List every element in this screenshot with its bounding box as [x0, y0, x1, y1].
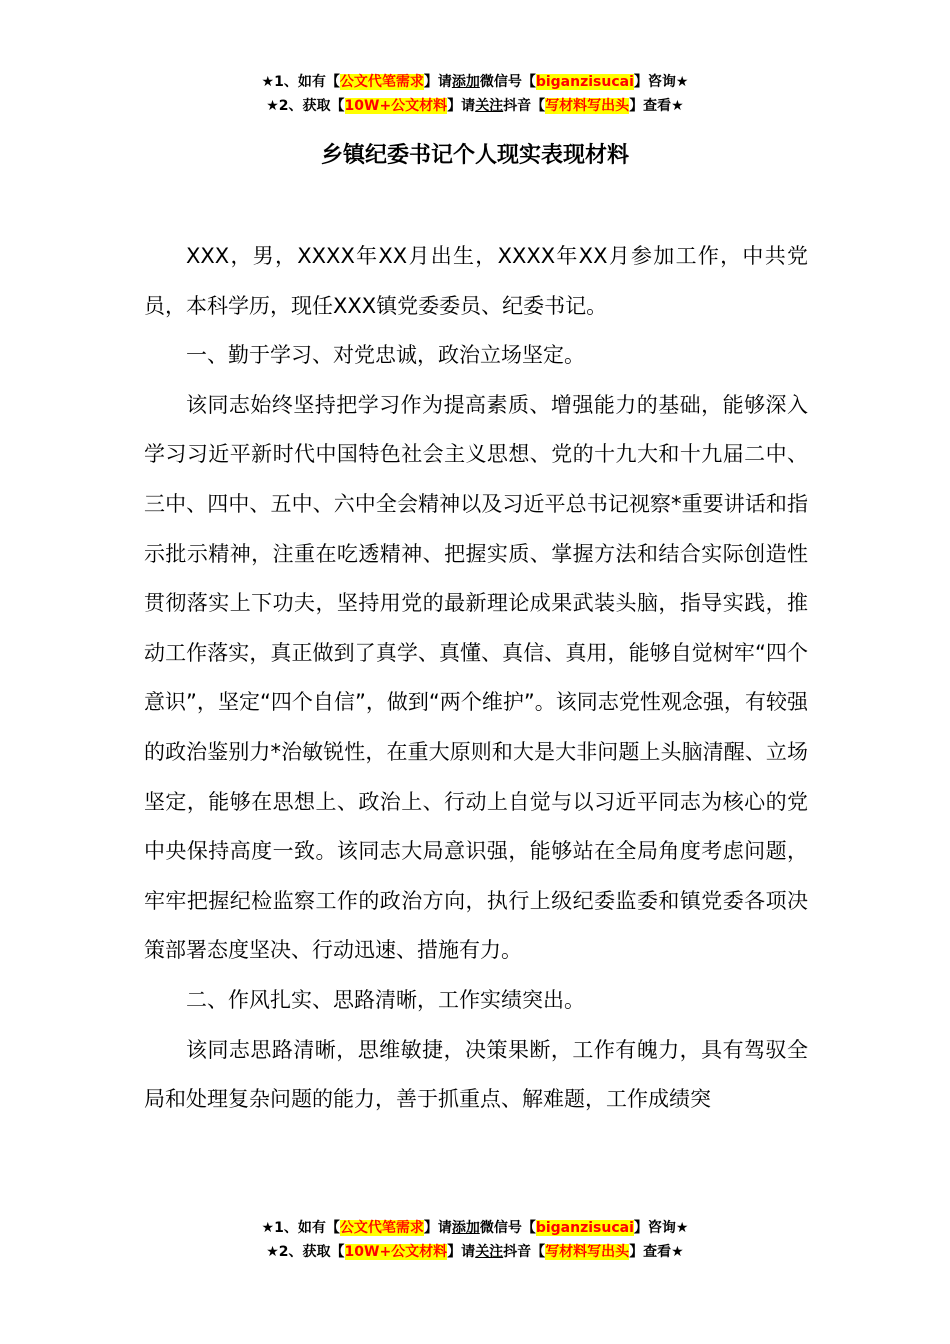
banner-text: 】请 — [447, 98, 476, 114]
banner-highlight: 10W+公文材料 — [344, 98, 448, 114]
banner-highlight: 公文代笔需求 — [339, 74, 424, 90]
banner-text: ★2、获取【 — [266, 98, 345, 114]
banner-text: ★1、如有【 — [261, 1220, 340, 1236]
banner-text: 微信号【 — [479, 1220, 536, 1236]
paragraph-intro: XXX，男，XXXX年XX月出生，XXXX年XX月参加工作，中共党员，本科学历，现任XXX镇党委委员、纪委书记。 — [144, 244, 808, 318]
banner-text: 】请 — [423, 1220, 452, 1236]
banner-highlight: biganzisucai — [535, 74, 634, 90]
banner-highlight: biganzisucai — [535, 1220, 634, 1236]
banner-text: 】咨询★ — [633, 1220, 689, 1236]
banner-line-2 — [0, 1240, 950, 1264]
banner-text: 抖音【 — [503, 98, 546, 114]
banner-text: 】查看★ — [629, 98, 684, 114]
banner-line-2 — [0, 94, 950, 118]
section-heading-2: 二、作风扎实、思路清晰，工作实绩突出。 — [186, 987, 585, 1012]
banner-underline: 添加 — [451, 1220, 480, 1236]
banner-text: 】请 — [447, 1244, 476, 1260]
banner-underline: 关注 — [475, 1244, 504, 1260]
paragraph-section-1: 该同志始终坚持把学习作为提高素质、增强能力的基础，能够深入学习习近平新时代中国特色社会主义思想、党的十九大和十九届二中、三中、四中、五中、六中全会精神以及习近平总书记视察*重要讲话和指示批示精神，注重在吃透精神、把握实质、掌握方法和结合实际创造性贯彻落实上下功夫，坚持用党的最新理论成果武装头脑，指导实践，推动工作落实，真正做到了真学、真懂、真信、真用，能够自觉树牢“四个意识”，坚定“四个自信”，做到“两个维护”。该同志党性观念强，有较强的政治鉴别力*治敏锐性，在重大原则和大是大非问题上头脑清醒、立场坚定，能够在思想上、政治上、行动上自觉与以习近平同志为核心的党中央保持高度一致。该同志大局意识强，能够站在全局角度考虑问题，牢牢把握纪检监察工作的政治方向，执行上级纪委监委和镇党委各项决策部署态度坚决、行动迅速、措施有力。 — [144, 392, 808, 963]
banner-highlight: 10W+公文材料 — [344, 1244, 448, 1260]
banner-text: 抖音【 — [503, 1244, 546, 1260]
banner-line-1 — [0, 70, 950, 94]
document-title: 乡镇纪委书记个人现实表现材料 — [320, 143, 629, 168]
banner-text: 】咨询★ — [633, 74, 689, 90]
paragraph-section-2: 该同志思路清晰，思维敏捷，决策果断，工作有魄力，具有驾驭全局和处理复杂问题的能力，善于抓重点、解难题，工作成绩突 — [144, 1037, 808, 1112]
banner-text: 微信号【 — [479, 74, 536, 90]
footer-banner — [0, 1216, 950, 1264]
banner-underline: 关注 — [475, 98, 504, 114]
header-banner — [0, 70, 950, 118]
document-body — [144, 232, 808, 1125]
banner-text: 】请 — [423, 74, 452, 90]
banner-text: ★1、如有【 — [261, 74, 340, 90]
banner-highlight: 写材料写出头 — [545, 98, 630, 114]
banner-line-1 — [0, 1216, 950, 1240]
banner-text: ★2、获取【 — [266, 1244, 345, 1260]
banner-text: 】查看★ — [629, 1244, 684, 1260]
section-heading-1: 一、勤于学习、对党忠诚，政治立场坚定。 — [186, 343, 585, 368]
banner-highlight: 写材料写出头 — [545, 1244, 630, 1260]
banner-underline: 添加 — [451, 74, 480, 90]
banner-highlight: 公文代笔需求 — [339, 1220, 424, 1236]
